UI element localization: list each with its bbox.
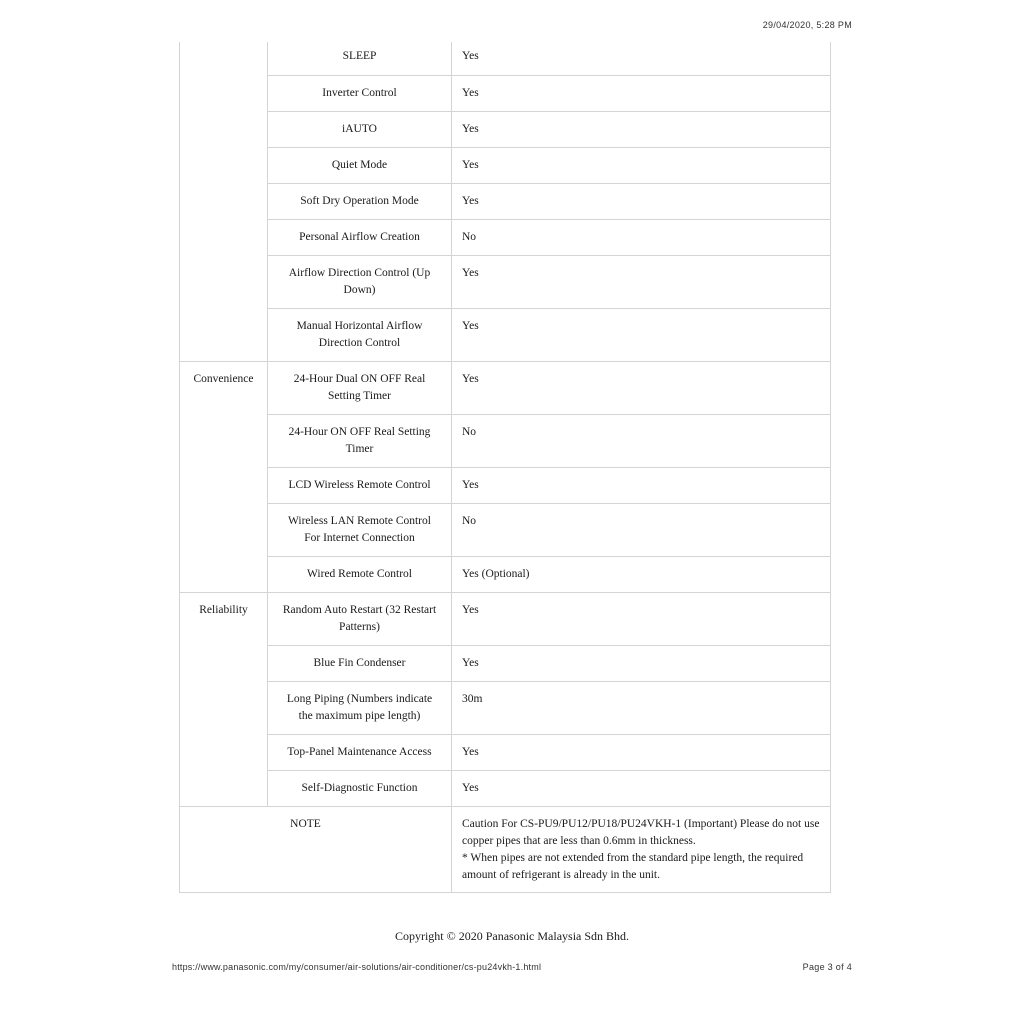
feature-value: Yes: [452, 184, 831, 220]
feature-value: Yes: [452, 309, 831, 362]
print-header-date: 29/04/2020, 5:28 PM: [762, 20, 852, 30]
feature-name: iAUTO: [268, 112, 452, 148]
feature-value: Yes: [452, 76, 831, 112]
feature-name: Soft Dry Operation Mode: [268, 184, 452, 220]
feature-value: Yes: [452, 735, 831, 771]
feature-name: Blue Fin Condenser: [268, 646, 452, 682]
table-row: [180, 42, 831, 76]
copyright: Copyright © 2020 Panasonic Malaysia Sdn Bhd.: [394, 929, 630, 943]
table-row: [180, 309, 831, 362]
table-row: [180, 771, 831, 807]
table-row: [180, 256, 831, 309]
table-row: [180, 682, 831, 735]
table-row: [180, 593, 831, 646]
table-row: [180, 362, 831, 415]
feature-name: Self-Diagnostic Function: [268, 771, 452, 807]
feature-name: Long Piping (Numbers indicate the maximum pipe length): [268, 682, 452, 735]
feature-value: Yes: [452, 112, 831, 148]
table-row: [180, 646, 831, 682]
note-text: [452, 807, 831, 893]
note-label: NOTE: [180, 807, 452, 893]
feature-name: Wired Remote Control: [268, 557, 452, 593]
feature-name: Quiet Mode: [268, 148, 452, 184]
feature-value: Yes: [452, 42, 831, 76]
table-row: [180, 184, 831, 220]
feature-value: Yes: [452, 771, 831, 807]
feature-name: Random Auto Restart (32 Restart Patterns): [268, 593, 452, 646]
specification-table: [179, 42, 831, 893]
note-refrigerant: * When pipes are not extended from the standard pipe length, the required amount of refrigerant is already in the unit.: [462, 852, 804, 881]
category-reliability: Reliability: [180, 593, 268, 807]
table-row: [180, 735, 831, 771]
print-footer-page-number: Page 3 of 4: [802, 962, 852, 972]
table-row: [180, 112, 831, 148]
table-row: [180, 468, 831, 504]
feature-value: Yes: [452, 468, 831, 504]
table-row: [180, 415, 831, 468]
feature-value: Yes: [452, 148, 831, 184]
feature-value: Yes: [452, 362, 831, 415]
print-footer-url: https://www.panasonic.com/my/consumer/air-solutions/air-conditioner/cs-pu24vkh-1.html: [172, 962, 542, 972]
feature-name: LCD Wireless Remote Control: [268, 468, 452, 504]
table-row: [180, 220, 831, 256]
table-row: [180, 557, 831, 593]
feature-value: No: [452, 415, 831, 468]
feature-value: Yes (Optional): [452, 557, 831, 593]
feature-name: Wireless LAN Remote Control For Internet Connection: [268, 504, 452, 557]
category-convenience: Convenience: [180, 362, 268, 593]
feature-name: 24-Hour ON OFF Real Setting Timer: [268, 415, 452, 468]
feature-value: Yes: [452, 256, 831, 309]
feature-name: Inverter Control: [268, 76, 452, 112]
feature-name: SLEEP: [268, 42, 452, 76]
feature-value: No: [452, 504, 831, 557]
feature-name: Manual Horizontal Airflow Direction Control: [268, 309, 452, 362]
feature-name: Airflow Direction Control (Up Down): [268, 256, 452, 309]
note-caution: Caution For CS-PU9/PU12/PU18/PU24VKH-1 (Important) Please do not use copper pipes that are less than 0.6mm in thickness.: [462, 818, 820, 847]
category-cell-continued: [180, 42, 268, 362]
table-row: [180, 504, 831, 557]
feature-value: Yes: [452, 646, 831, 682]
feature-value: 30m: [452, 682, 831, 735]
feature-value: Yes: [452, 593, 831, 646]
feature-name: 24-Hour Dual ON OFF Real Setting Timer: [268, 362, 452, 415]
feature-name: Personal Airflow Creation: [268, 220, 452, 256]
table-row: [180, 76, 831, 112]
feature-value: No: [452, 220, 831, 256]
note-row: [180, 807, 831, 893]
feature-name: Top-Panel Maintenance Access: [268, 735, 452, 771]
table-row: [180, 148, 831, 184]
